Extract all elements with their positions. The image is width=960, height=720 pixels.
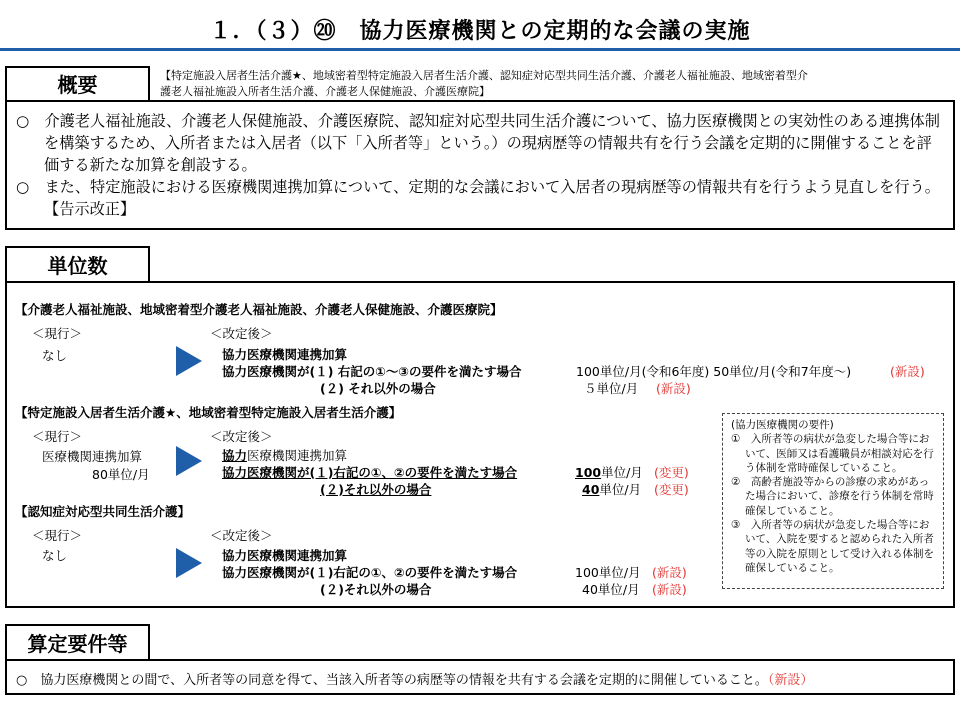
- group1-current-value: なし: [42, 348, 68, 363]
- calc-label-text: 算定要件等: [27, 632, 128, 656]
- group1-addon-name: 協力医療機関連携加算: [222, 347, 348, 362]
- group2-line2: (２)それ以外の場合: [320, 482, 432, 497]
- group2-line1-unit: 単位/月: [601, 465, 643, 480]
- group3-revised-label: ＜改定後＞: [210, 528, 273, 543]
- group1-line2: (２) それ以外の場合: [320, 381, 436, 396]
- group2-addon-name-added: 協力: [222, 448, 248, 463]
- overview-paragraph-1: ○ 介護老人福祉施設、介護老人保健施設、介護医療院、認知症対応型共同生活介護について、協力医療機関との実効性のある連携体制を構築するため、入所者または入居者（以下「入所者等」という。）の現病歴等の情報共有を行う会議を定期的に開催することを評価する新たな加算を創設する。: [16, 112, 940, 174]
- group3-line1-tag: (新設): [652, 565, 687, 580]
- group1-line2-tag: (新設): [656, 381, 691, 396]
- group2-current-label: ＜現行＞: [32, 429, 83, 444]
- target-services-line1: 【特定施設入居者生活介護★、地域密着型特定施設入居者生活介護、認知症対応型共同生活介護、介護老人福祉施設、地域密着型介: [160, 69, 808, 82]
- group1-line2-value: ５単位/月: [584, 381, 639, 396]
- group2-line1-num: 100: [575, 465, 602, 480]
- group2-addon-name: [222, 446, 347, 464]
- requirement-item-1: ① 入所者等の病状が急変した場合等において、医師又は看護職員が相談対応を行う体制を常時確保していること。: [731, 433, 934, 474]
- calc-label: [5, 624, 150, 660]
- group3-heading: 【認知症対応型共同生活介護】: [15, 504, 191, 519]
- target-services: [160, 68, 960, 100]
- arrow-icon: [176, 548, 202, 578]
- requirement-item-2: ② 高齢者施設等からの診療の求めがあった場合において、診療を行う体制を常時確保していること。: [731, 476, 934, 517]
- group2-line2-num: 40: [582, 482, 600, 497]
- group1-heading: 【介護老人福祉施設、地域密着型介護老人福祉施設、介護老人保健施設、介護医療院】: [15, 302, 503, 317]
- group1-current-label: ＜現行＞: [32, 326, 83, 341]
- group3-line1: 協力医療機関が(１)右記の①、②の要件を満たす場合: [222, 565, 518, 580]
- group3-addon-name: 協力医療機関連携加算: [222, 548, 348, 563]
- requirements-box: [722, 413, 944, 589]
- group2-line2-tag: (変更): [654, 482, 689, 497]
- group2-current-value1: 医療機関連携加算: [42, 449, 143, 464]
- group3-line2: (２)それ以外の場合: [320, 582, 432, 597]
- group2-line2-value: [582, 480, 641, 498]
- group1-line1-value: 100単位/月(令和6年度) 50単位/月(令和7年度～): [576, 364, 852, 379]
- title-underline: [0, 48, 960, 51]
- group3-line2-value: 40単位/月: [582, 582, 640, 597]
- units-label-text: 単位数: [47, 254, 108, 278]
- group3-line1-value: 100単位/月: [575, 565, 641, 580]
- calc-text: ○ 協力医療機関との間で、入所者等の同意を得て、当該入所者等の病歴等の情報を共有する会議を定期的に開催していること。: [16, 673, 768, 688]
- group2-current-value2: 80単位/月: [92, 467, 150, 482]
- group2-line1-value: [575, 463, 643, 481]
- group2-line1: 協力医療機関が(１)右記の①、②の要件を満たす場合: [222, 465, 518, 480]
- page-title: １．（３）⑳ 協力医療機関との定期的な会議の実施: [209, 19, 751, 44]
- overview-label: [5, 66, 150, 101]
- target-services-line2: 護老人福祉施設入所者生活介護、介護老人保健施設、介護医療院】: [160, 85, 490, 98]
- units-label: [5, 246, 150, 282]
- requirement-item-3: ③ 入所者等の病状が急変した場合等において、入院を要すると認められた入所者等の入院を原則として受け入れる体制を確保していること。: [731, 519, 934, 574]
- group2-addon-name-rest: 医療機関連携加算: [247, 448, 348, 463]
- overview-body: [16, 110, 946, 220]
- overview-paragraph-2: ○ また、特定施設における医療機関連携加算について、定期的な会議において入居者の現病歴等の情報共有を行うよう見直しを行う。【告示改正】: [16, 178, 940, 218]
- requirements-title: (協力医療機関の要件): [731, 419, 834, 431]
- group1-line1: 協力医療機関が(１) 右記の①～③の要件を満たす場合: [222, 364, 522, 379]
- group3-current-label: ＜現行＞: [32, 528, 83, 543]
- group2-heading: 【特定施設入居者生活介護★、地域密着型特定施設入居者生活介護】: [15, 405, 402, 420]
- group3-line2-tag: (新設): [652, 582, 687, 597]
- group3-current-value: なし: [42, 548, 68, 563]
- arrow-icon: [176, 446, 202, 476]
- group2-line2-unit: 単位/月: [599, 482, 642, 497]
- group2-line1-tag: (変更): [654, 465, 689, 480]
- group1-line1-tag: (新設): [890, 364, 925, 379]
- calc-tag: （新設）: [767, 673, 814, 688]
- overview-label-text: 概要: [57, 73, 98, 97]
- arrow-icon: [176, 346, 202, 376]
- group1-revised-label: ＜改定後＞: [210, 326, 273, 341]
- calc-body: [16, 669, 813, 688]
- group2-revised-label: ＜改定後＞: [210, 429, 273, 444]
